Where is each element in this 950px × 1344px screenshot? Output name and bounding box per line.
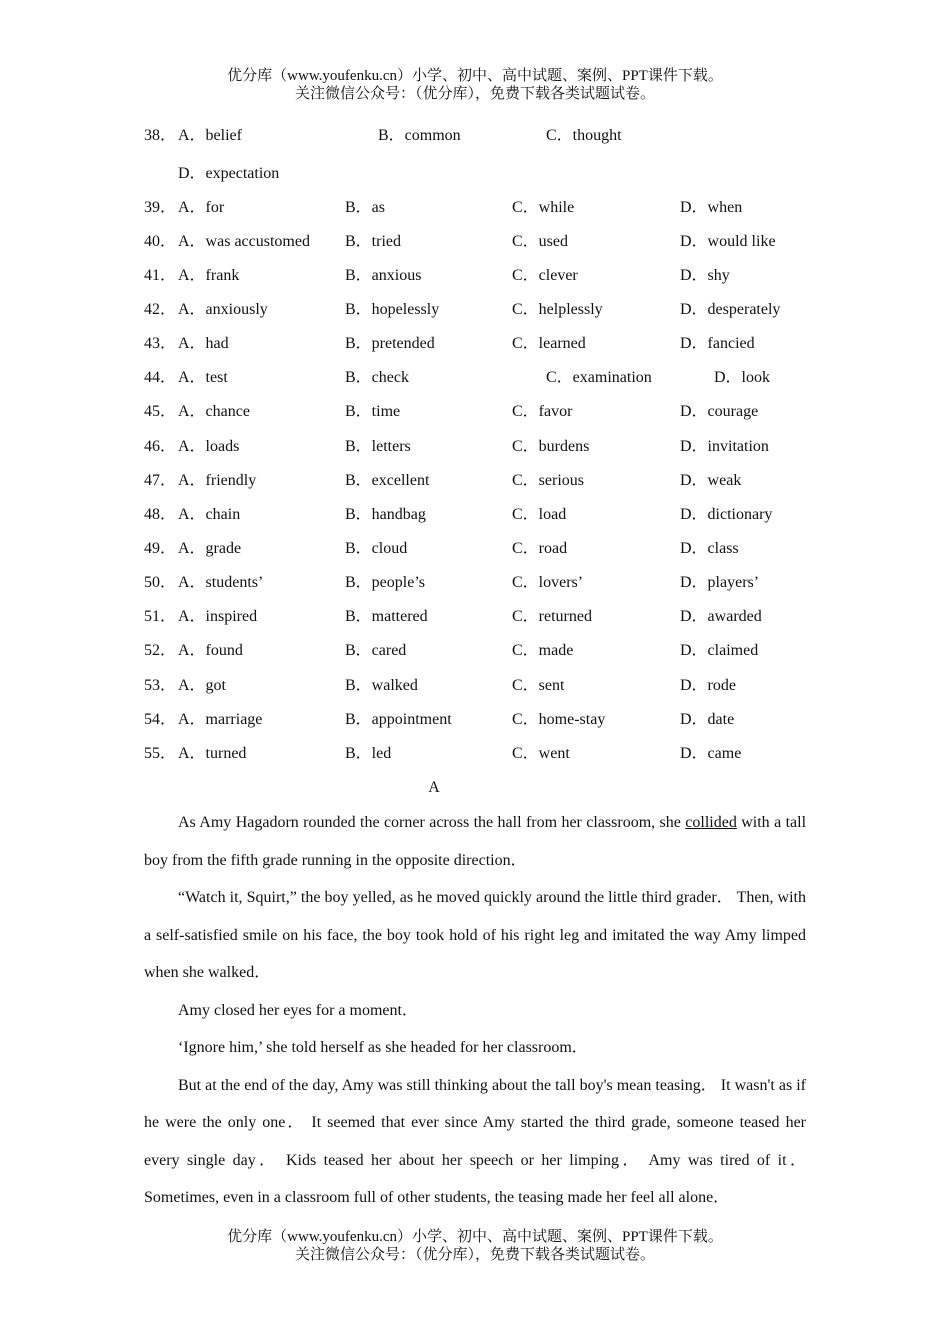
- option-a: A．students’: [178, 574, 264, 591]
- question-51: [0, 605, 950, 629]
- option-c: C．while: [512, 199, 575, 216]
- question-number: 51．: [144, 608, 177, 625]
- option-b: B．led: [345, 745, 392, 762]
- question-41: [0, 264, 950, 288]
- section-heading: A: [428, 779, 440, 796]
- option-d: D．players’: [680, 574, 760, 591]
- option-c: C．clever: [512, 267, 578, 284]
- option-a: A．was accustomed: [178, 233, 310, 250]
- option-d: D．expectation: [178, 165, 280, 182]
- option-c: C．serious: [512, 472, 585, 489]
- question-number: 46．: [144, 438, 177, 455]
- question-46: [0, 435, 950, 459]
- option-b: B．anxious: [345, 267, 422, 284]
- option-a: A．found: [178, 642, 243, 659]
- option-d: D．fancied: [680, 335, 755, 352]
- footer-line-1: 优分库（www.youfenku.cn）小学、初中、高中试题、案例、PPT课件下载。: [227, 1229, 723, 1245]
- option-a: A．test: [178, 369, 228, 386]
- option-b: B．hopelessly: [345, 301, 440, 318]
- question-number: 53．: [144, 677, 177, 694]
- question-number: 47．: [144, 472, 177, 489]
- question-42: [0, 298, 950, 322]
- question-39: [0, 196, 950, 220]
- option-c: C．returned: [512, 608, 592, 625]
- option-c: C．went: [512, 745, 570, 762]
- question-43: [0, 332, 950, 356]
- option-c: C．road: [512, 540, 568, 557]
- option-d: D．awarded: [680, 608, 762, 625]
- option-b: B．time: [345, 403, 401, 420]
- option-d: D．invitation: [680, 438, 769, 455]
- option-b: B．check: [345, 369, 409, 386]
- option-d: D．claimed: [680, 642, 759, 659]
- option-c: C．made: [512, 642, 574, 659]
- option-b: B．cloud: [345, 540, 408, 557]
- question-45: [0, 400, 950, 424]
- question-number: 50．: [144, 574, 177, 591]
- option-b: B．cared: [345, 642, 407, 659]
- option-d: D．shy: [680, 267, 730, 284]
- option-d: D．dictionary: [680, 506, 773, 523]
- option-c: C．load: [512, 506, 567, 523]
- question-38: [0, 124, 950, 148]
- option-d: D．date: [680, 711, 735, 728]
- option-a: A．loads: [178, 438, 240, 455]
- page-footer: [0, 1228, 950, 1264]
- option-b: B．appointment: [345, 711, 452, 728]
- passage-paragraph-5: But at the end of the day, Amy was still thinking about the tall boy's mean teasing． It wasn't as if he were the only one． It seemed that ever since Amy started the third grade, someone teased her every single day． Kids teased her about her speech or her limping． Amy was tired of it． Sometimes, even in a classroom full of other students, the teasing made her feel all alone．: [144, 1076, 806, 1206]
- question-48: [0, 503, 950, 527]
- option-a: A．chain: [178, 506, 241, 523]
- option-b: B．as: [345, 199, 386, 216]
- page-header: [0, 67, 950, 103]
- option-c: C．sent: [512, 677, 565, 694]
- question-38-continued: [0, 162, 950, 186]
- question-53: [0, 674, 950, 698]
- option-d: D．would like: [680, 233, 776, 250]
- option-a: A．marriage: [178, 711, 263, 728]
- question-number: 38．: [144, 127, 177, 144]
- option-b: B．people’s: [345, 574, 425, 591]
- question-55: [0, 742, 950, 766]
- question-number: 41．: [144, 267, 177, 284]
- option-c: C．thought: [546, 127, 622, 144]
- reading-passage: [144, 804, 806, 1217]
- option-c: C．examination: [546, 369, 652, 386]
- option-d: D．desperately: [680, 301, 781, 318]
- option-b: B．handbag: [345, 506, 426, 523]
- option-a: A．inspired: [178, 608, 258, 625]
- passage-paragraph-2: “Watch it, Squirt,” the boy yelled, as he moved quickly around the little third grader． Then, with a self-satisfied smile on his face, the boy took hold of his right leg and imitated the way Amy limped when she walked．: [144, 889, 807, 981]
- option-d: D．when: [680, 199, 743, 216]
- question-number: 44．: [144, 369, 177, 386]
- passage-paragraph-1: As Amy Hagadorn rounded the corner across the hall from her classroom, she collided with a tall boy from the fifth grade running in the opposite direction．: [144, 814, 807, 869]
- option-a: A．frank: [178, 267, 240, 284]
- question-number: 54．: [144, 711, 177, 728]
- passage-paragraph-4: ‘Ignore him,’ she told herself as she headed for her classroom．: [178, 1039, 588, 1056]
- option-a: A．anxiously: [178, 301, 268, 318]
- question-number: 52．: [144, 642, 177, 659]
- underlined-word: collided: [685, 814, 737, 831]
- option-c: C．lovers’: [512, 574, 584, 591]
- question-number: 39．: [144, 199, 177, 216]
- question-number: 49．: [144, 540, 177, 557]
- option-b: B．common: [378, 127, 461, 144]
- option-a: A．grade: [178, 540, 242, 557]
- option-d: D．weak: [680, 472, 742, 489]
- option-a: A．for: [178, 199, 225, 216]
- option-c: C．favor: [512, 403, 573, 420]
- option-b: B．pretended: [345, 335, 435, 352]
- option-b: B．letters: [345, 438, 411, 455]
- option-d: D．courage: [680, 403, 759, 420]
- option-c: C．home-stay: [512, 711, 606, 728]
- question-number: 42．: [144, 301, 177, 318]
- option-a: A．got: [178, 677, 227, 694]
- option-d: D．look: [714, 369, 771, 386]
- option-a: A．friendly: [178, 472, 257, 489]
- passage-paragraph-3: Amy closed her eyes for a moment．: [178, 1001, 418, 1019]
- option-c: C．learned: [512, 335, 586, 352]
- option-d: D．came: [680, 745, 742, 762]
- question-49: [0, 537, 950, 561]
- option-c: C．used: [512, 233, 569, 250]
- footer-line-2: 关注微信公众号：（优分库），免费下载各类试题试卷。: [294, 1247, 655, 1263]
- option-b: B．excellent: [345, 472, 430, 489]
- question-number: 40．: [144, 233, 177, 250]
- question-52: [0, 639, 950, 663]
- option-b: B．walked: [345, 677, 418, 694]
- option-b: B．mattered: [345, 608, 428, 625]
- option-c: C．helplessly: [512, 301, 603, 318]
- question-50: [0, 571, 950, 595]
- option-d: D．class: [680, 540, 739, 557]
- question-40: [0, 230, 950, 254]
- option-a: A．chance: [178, 403, 250, 420]
- option-a: A．belief: [178, 127, 242, 144]
- question-number: 48．: [144, 506, 177, 523]
- header-line-2: 关注微信公众号：（优分库），免费下载各类试题试卷。: [294, 86, 655, 102]
- option-b: B．tried: [345, 233, 401, 250]
- question-number: 43．: [144, 335, 177, 352]
- question-number: 55．: [144, 745, 177, 762]
- question-47: [0, 469, 950, 493]
- question-54: [0, 708, 950, 732]
- option-d: D．rode: [680, 677, 736, 694]
- option-a: A．had: [178, 335, 229, 352]
- header-line-1: 优分库（www.youfenku.cn）小学、初中、高中试题、案例、PPT课件下载。: [227, 68, 723, 84]
- option-a: A．turned: [178, 745, 247, 762]
- option-c: C．burdens: [512, 438, 590, 455]
- question-number: 45．: [144, 403, 177, 420]
- question-44: [0, 366, 950, 390]
